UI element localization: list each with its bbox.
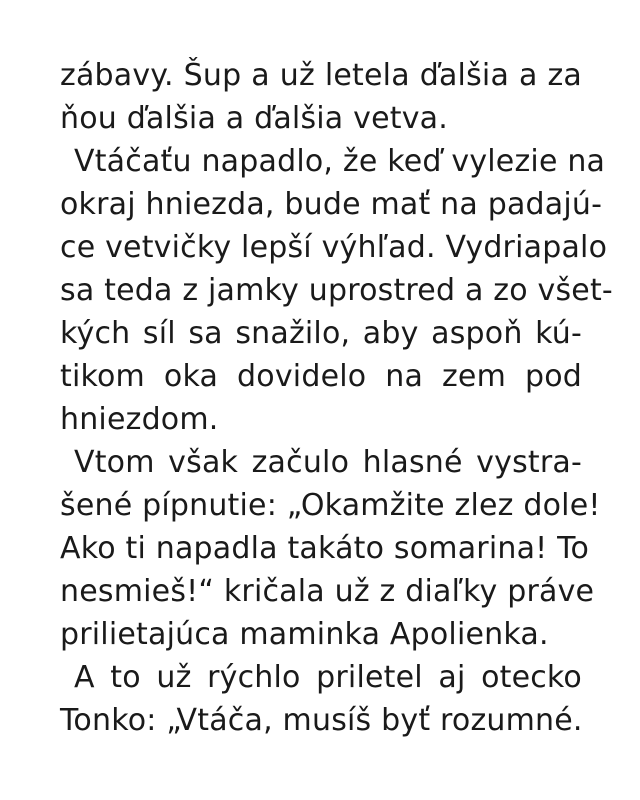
text-line: sa teda z jamky uprostred a zo všet- [60, 273, 613, 308]
text-line: zábavy. Šup a už letela ďalšia a za [60, 58, 582, 93]
text-line: prilietajúca maminka Apolienka. [60, 617, 549, 652]
text-line: nesmieš!“ kričala už z diaľky práve [60, 574, 595, 609]
text-line: Tonko: „Vtáča, musíš byť rozumné. [60, 703, 583, 738]
body-text [60, 54, 613, 742]
text-line: Ako ti napadla takáto somarina! To [60, 531, 590, 566]
text-line: tikom oka dovidelo na zem pod [60, 359, 582, 394]
paragraph-4 [60, 656, 582, 742]
text-line: šené pípnutie: „Okamžite zlez dole! [60, 488, 601, 523]
text-line: kých síl sa snažilo, aby aspoň kú- [60, 316, 582, 351]
text-line: ce vetvičky lepší výhľad. Vydriapalo [60, 230, 608, 265]
paragraph-2 [60, 140, 613, 441]
text-line: ňou ďalšia a ďalšia vetva. [60, 101, 448, 136]
text-line: Vtáčaťu napadlo, že keď vylezie na [74, 144, 606, 179]
text-line: Vtom však začulo hlasné vystra- [74, 445, 582, 480]
text-line: okraj hniezda, bude mať na padajú- [60, 187, 603, 222]
text-line: hniezdom. [60, 402, 219, 437]
paragraph-1 [60, 54, 582, 140]
paragraph-3 [60, 441, 601, 656]
text-line: A to už rýchlo priletel aj otecko [74, 660, 582, 695]
